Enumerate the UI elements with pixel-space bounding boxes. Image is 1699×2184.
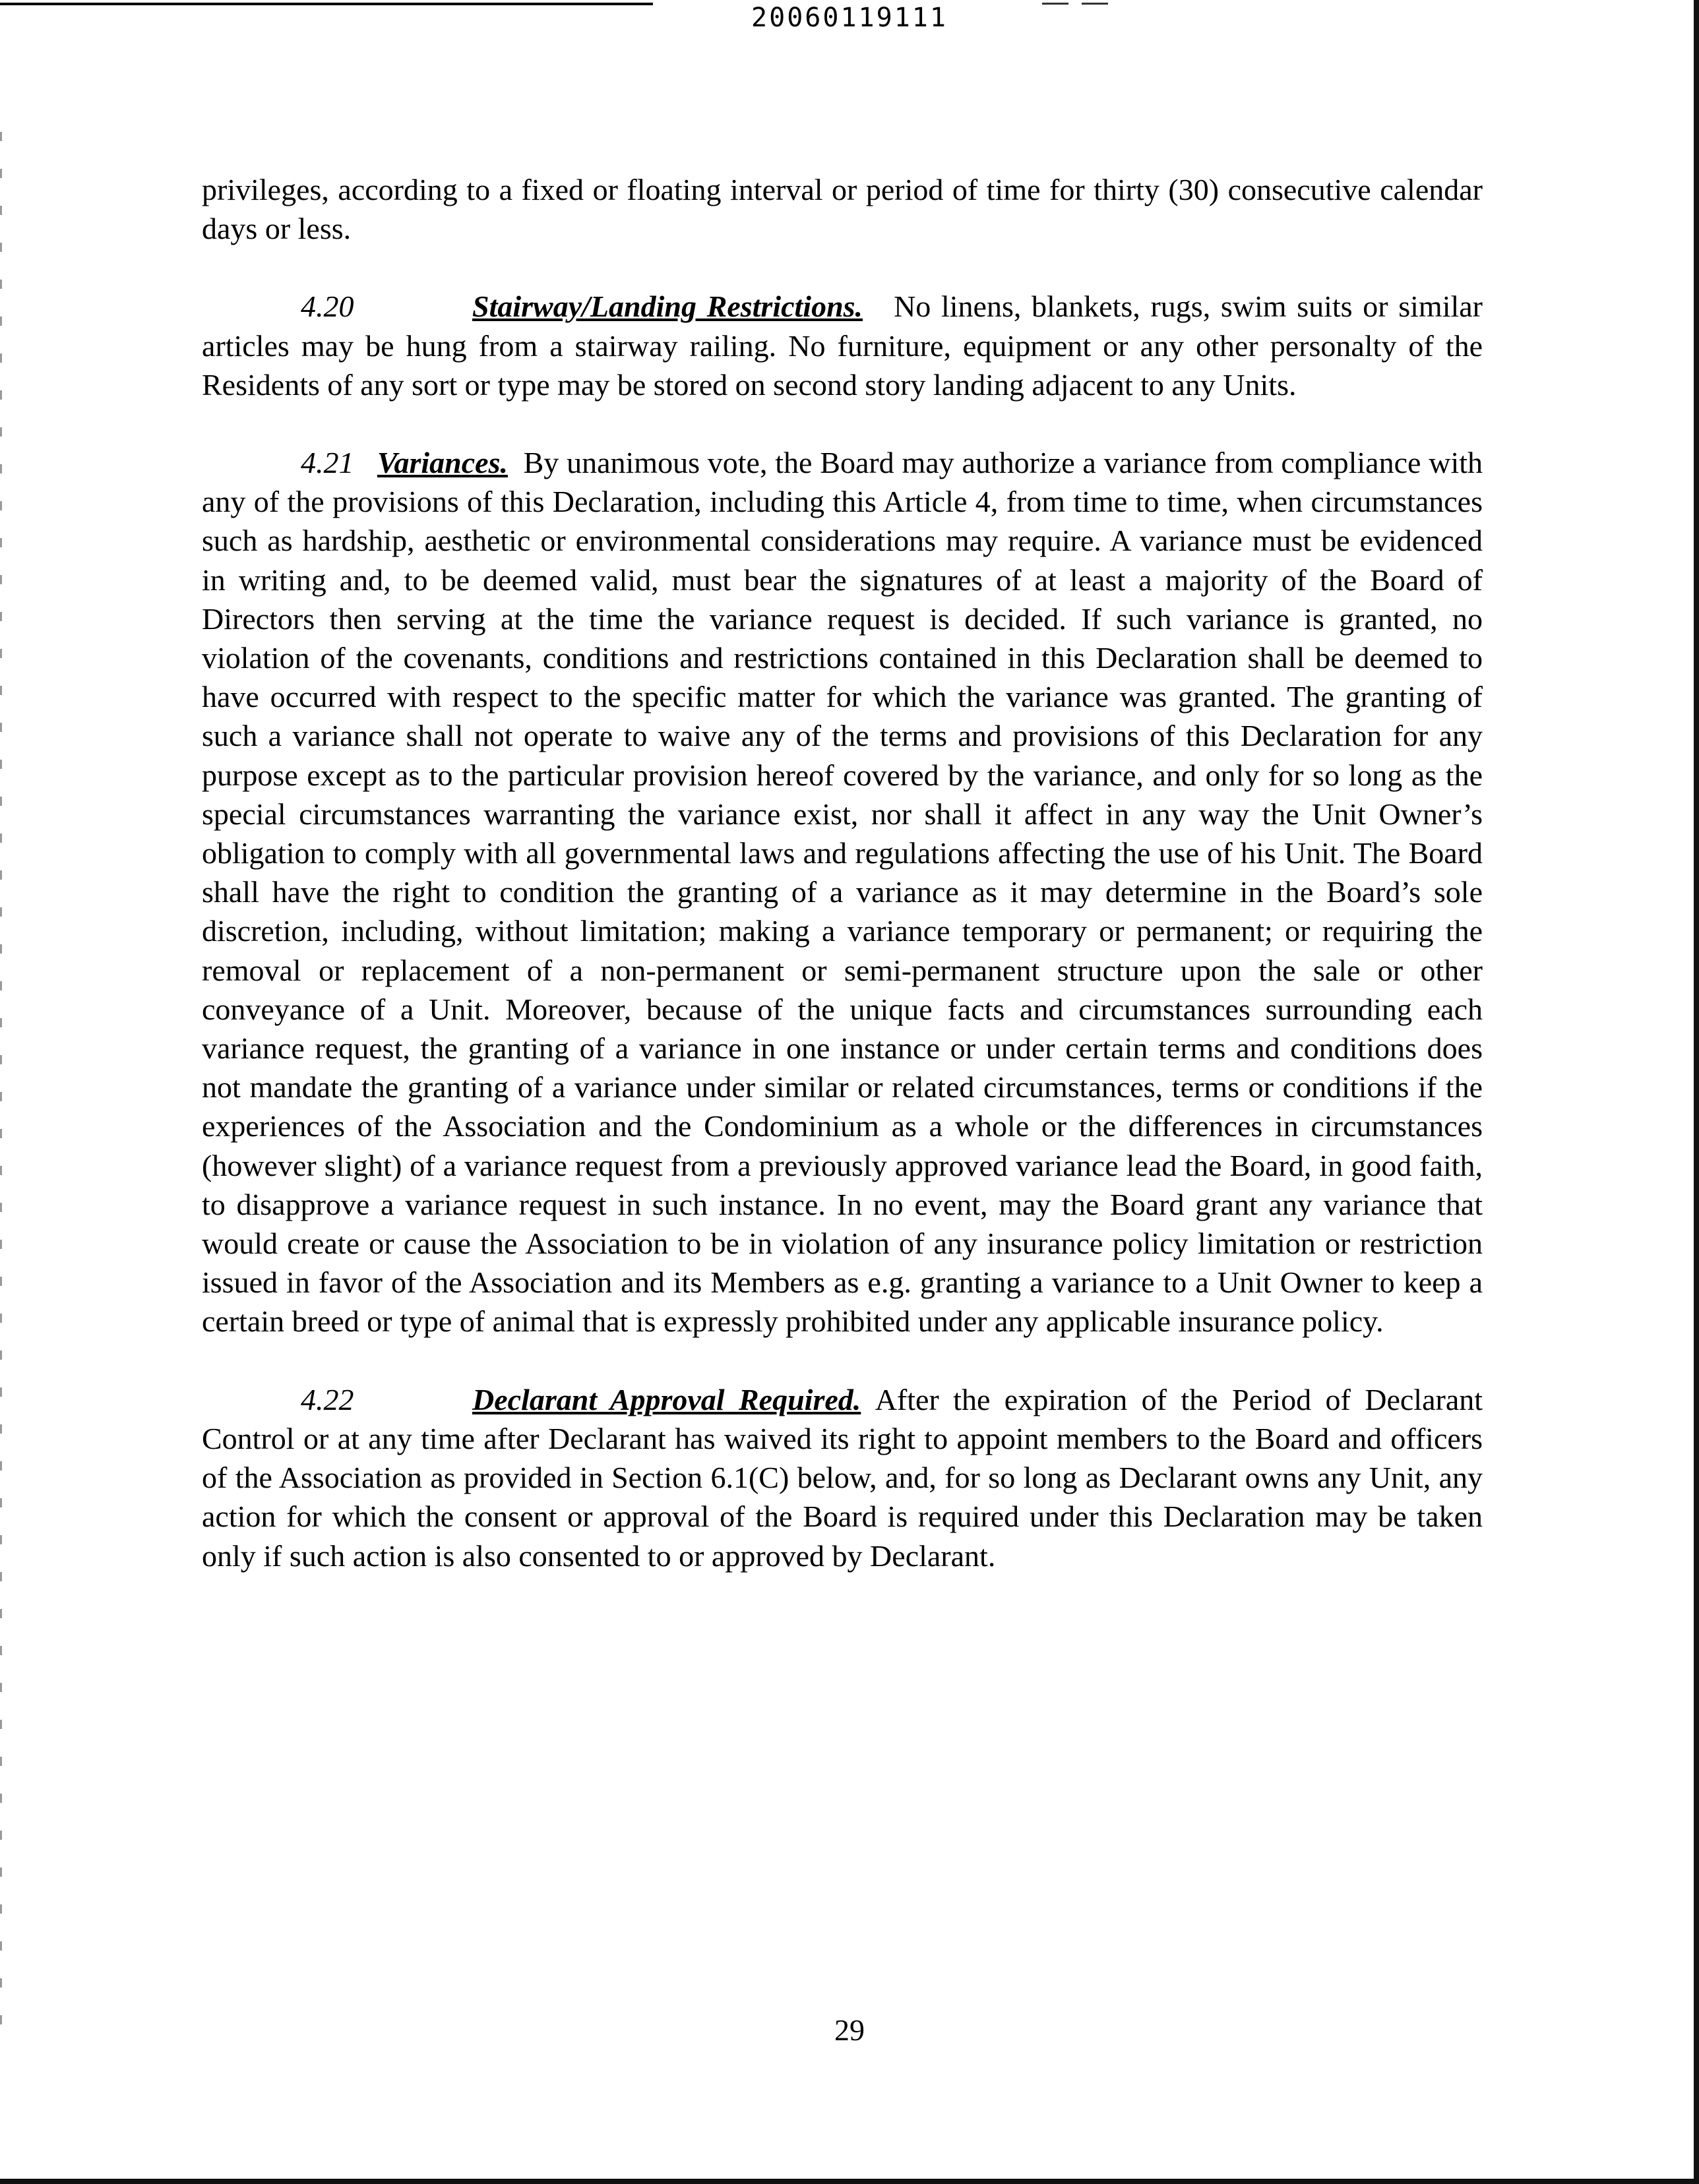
- section-4-22: [202, 1380, 1483, 1575]
- section-number: 4.22: [301, 1382, 354, 1416]
- section-heading: Declarant Approval Required.: [472, 1382, 861, 1416]
- page-body: [202, 170, 1483, 1575]
- section-heading: Stairway/Landing Restrictions.: [472, 289, 863, 324]
- section-4-20: [202, 287, 1483, 404]
- section-body: By unanimous vote, the Board may authorize a variance from compliance with any of the provisions of this Declaration, including this Article 4, from time to time, when circumstances such as hardship, aesthetic or environmental considerations may require. A variance must be evidenced in writing and, to be deemed valid, must bear the signatures of at least a majority of the Board of Directors then serving at the time the variance request is decided. If such variance is granted, no violation of the covenants, conditions and restrictions contained in this Declaration shall be deemed to have occurred with respect to the specific matter for which the variance was granted. The granting of such a variance shall not operate to waive any of the terms and provisions of this Declaration for any purpose except as to the particular provision hereof covered by the variance, and only for so long as the special circumstances warranting the variance exist, nor shall it affect in any way the Unit Owner’s obligation to comply with all governmental laws and regulations affecting the use of his Unit. The Board shall have the right to condition the granting of a variance as it may determine in the Board’s sole discretion, including, without limitation; making a variance temporary or permanent; or requiring the removal or replacement of a non-permanent or semi-permanent structure upon the sale or other conveyance of a Unit. Moreover, because of the unique facts and circumstances surrounding each variance request, the granting of a variance in one instance or under certain terms and conditions does not mandate the granting of a variance under similar or related circumstances, terms or conditions if the experiences of the Association and the Condominium as a whole or the differences in circumstances (however slight) of a variance request from a previously approved variance lead the Board, in good faith, to disapprove a variance request in such instance. In no event, may the Board grant any variance that would create or cause the Association to be in violation of any insurance policy limitation or restriction issued in favor of the Association and its Members as e.g. granting a variance to a Unit Owner to keep a certain breed or type of animal that is expressly prohibited under any applicable insurance policy.: [202, 446, 1483, 1339]
- section-body: After the expiration of the Period of Declarant Control or at any time after Declarant has waived its right to appoint members to the Board and officers of the Association as provided in Section 6.1(C) below, and, for so long as Declarant owns any Unit, any action for which the consent or approval of the Board is required under this Declaration may be taken only if such action is also consented to or approved by Declarant.: [202, 1382, 1483, 1573]
- section-body: No linens, blankets, rugs, swim suits or similar articles may be hung from a stairway railing. No furniture, equipment or any other personalty of the Residents of any sort or type may be stored on second story landing adjacent to any Units.: [202, 289, 1483, 402]
- scan-border-bottom: [0, 2179, 1699, 2184]
- document-number: 20060119111: [751, 3, 948, 33]
- section-heading: Variances.: [377, 446, 508, 480]
- intro-paragraph: privileges, according to a fixed or floating interval or period of time for thirty (30) consecutive calendar days or less.: [202, 173, 1483, 246]
- section-number: 4.20: [301, 289, 354, 324]
- page-number: 29: [834, 2013, 865, 2047]
- scan-artifact-left-margin: [0, 132, 2, 2044]
- scan-border-right: [1694, 0, 1699, 2184]
- section-4-21: [202, 443, 1483, 1341]
- section-number: 4.21: [301, 446, 354, 480]
